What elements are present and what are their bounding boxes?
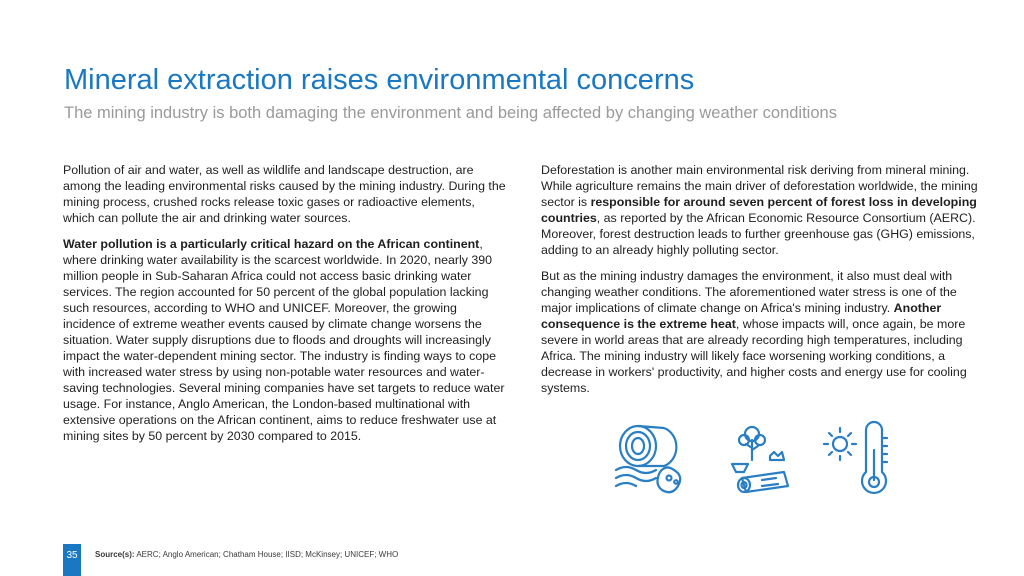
right-paragraph-1 [541,162,981,258]
right-paragraph-1-bold: responsible for around seven percent of forest loss in developing countries [541,195,977,225]
left-column [63,162,508,454]
page-subtitle: The mining industry is both damaging the environment and being affected by changing weather conditions [64,104,837,122]
right-column [541,162,981,406]
source-line [95,550,398,559]
left-paragraph-2-text: , where drinking water availability is the scarcest worldwide. In 2020, nearly 390 million people in Sub-Saharan Africa could not access basic drinking water services. The region accounted for 50 percent of the global population lacking such resources, according to WHO and UNICEF. Moreover, the growing incidence of extreme weather events caused by climate change worsens the situation. Water supply disruptions due to floods and droughts will increasingly impact the water-dependent mining sector. The industry is finding ways to cope with increased water stress by using non-potable water resources and water-saving technologies. Several mining companies have set targets to reduce water usage. For instance, Anglo American, the London-based multinational with extensive operations on the African continent, aims to reduce freshwater use at mining sites by 50 percent by 2030 compared to 2015. [63,237,505,443]
left-paragraph-1: Pollution of air and water, as well as wildlife and landscape destruction, are among the leading environmental risks caused by the mining industry. During the mining process, crushed rocks release toxic gases or radioactive elements, which can pollute the air and drinking water sources. [63,163,506,225]
source-text: AERC; Anglo American; Chatham House; IISD; McKinsey; UNICEF; WHO [134,550,399,559]
water-pollution-icon [612,420,692,500]
page-title: Mineral extraction raises environmental concerns [64,64,695,96]
deforestation-icon [722,420,802,500]
right-paragraph-2-text-b: , whose impacts will, once again, be more severe in world areas that are already recording high temperatures, including Africa. The mining industry will likely face worsening working conditions, a decrease in workers' productivity, and higher costs and energy use for cooling systems. [541,317,967,395]
right-paragraph-2-text-a: But as the mining industry damages the environment, it also must deal with changing weather conditions. The aforementioned water stress is one of the major implications of climate change on Africa's mining industry. [541,269,957,315]
heat-thermometer-icon [822,420,902,500]
source-label: Source(s): [95,550,135,559]
left-paragraph-2 [63,236,508,444]
illustration-icons [612,420,902,502]
right-paragraph-2 [541,268,981,396]
right-paragraph-2-bold: Another consequence is the extreme heat [541,301,942,331]
right-paragraph-1-text-b: , as reported by the African Economic Resource Consortium (AERC). Moreover, forest destruction leads to further greenhouse gas (GHG) emissions, adding to an already highly polluting sector. [541,211,976,257]
left-paragraph-2-bold: Water pollution is a particularly critical hazard on the African continent [63,237,480,251]
right-paragraph-1-text-a: Deforestation is another main environmental risk deriving from mineral mining. While agriculture remains the main driver of deforestation worldwide, the mining sector is [541,163,978,209]
page-number: 35 [63,544,81,576]
